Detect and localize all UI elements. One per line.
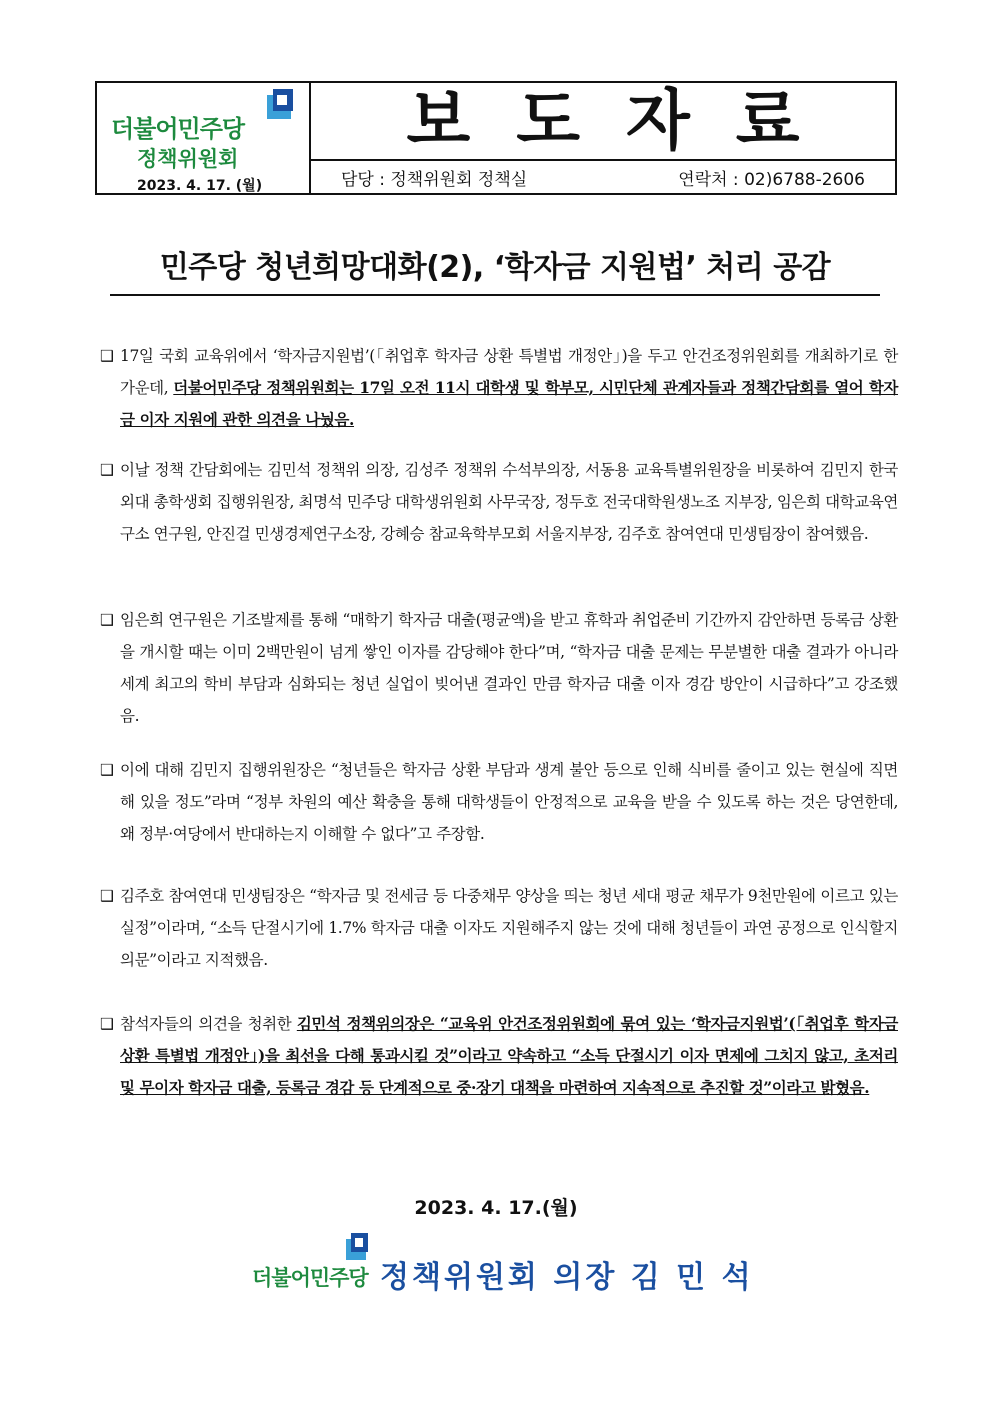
footer-date: 2023. 4. 17.(월) [414, 1197, 578, 1219]
paragraph-1-highlight: 더불어민주당 정책위원회는 17일 오전 11시 대학생 및 학부모, 시민단체 관계자들과 정책간담회를 열어 학자금 이자 지원에 관한 의견을 나눴음. [120, 378, 899, 429]
square-bullet-icon: ❑ [100, 461, 114, 479]
headline: 민주당 청년희망대화(2), ‘학자금 지원법’ 처리 공감 [159, 250, 831, 285]
party-logo-icon [265, 87, 295, 121]
paragraph-2 [100, 454, 898, 550]
title-cell [311, 83, 895, 161]
square-bullet-icon: ❑ [100, 347, 114, 365]
logo-cell [97, 83, 311, 193]
signature-name: 정책위원회 의장 김 민 석 [380, 1260, 754, 1295]
headline-divider [110, 294, 880, 296]
paragraph-3-lead: 임은희 연구원은 기조발제를 통해 “매학기 학자금 대출(평균액)을 받고 휴학과 취업준비 기간까지 감안하면 등록금 상환을 개시할 때는 이미 2백만원이 넘게 쌓인 이자를 감당해야 한다”며, “학자금 대출 문제는 무분별한 대출 결과가 아니라 세계 최고의 학비 부담과 심화되는 청년 실업이 빚어낸 결과인 만큼 학자금 대출 이자 경감 방안이 시급하다”고 강조했음. [120, 611, 898, 725]
logo-committee-name: 정책위원회 [137, 147, 239, 171]
paragraph-2-lead: 이날 정책 간담회에는 김민석 정책위 의장, 김성주 정책위 수석부의장, 서동용 교육특별위원장을 비롯하여 김민지 한국외대 총학생회 집행위원장, 최명석 민주당 대학생위원회 사무국장, 정두호 전국대학원생노조 지부장, 임은희 대학교육연구소 연구원, 안진걸 민생경제연구소장, 강혜승 참교육학부모회 서울지부장, 김주호 참여연대 민생팀장이 참여했음. [120, 461, 898, 543]
square-bullet-icon: ❑ [100, 1015, 114, 1033]
document-title: 보도자료 [406, 82, 846, 159]
paragraph-6-lead: 참석자들의 의견을 청취한 [120, 1015, 297, 1033]
paragraph-4 [100, 754, 898, 850]
paragraph-4-lead: 이에 대해 김민지 집행위원장은 “청년들은 학자금 상환 부담과 생계 불안 등으로 인해 식비를 줄이고 있는 현실에 직면해 있을 정도”라며 “정부 차원의 예산 확충을 통해 대학생들이 안정적으로 교육을 받을 수 있도록 하는 것은 당연한데, 왜 정부·여당에서 반대하는지 이해할 수 없다”고 주장함. [120, 761, 898, 843]
logo-party-name: 더불어민주당 [111, 115, 245, 143]
contact-cell [311, 161, 895, 193]
paragraph-6 [100, 1008, 898, 1104]
contact-person: 담당 : 정책위원회 정책실 [341, 170, 528, 190]
paragraph-1 [100, 340, 898, 436]
party-logo-icon [345, 1232, 369, 1262]
paragraph-5-lead: 김주호 참여연대 민생팀장은 “학자금 및 전세금 등 다중채무 양상을 띄는 청년 세대 평균 채무가 9천만원에 이르고 있는 실정”이라며, “소득 단절시기에 1.7% 학자금 대출 이자도 지원해주지 않는 것에 대해 청년들이 과연 공정으로 인식할지 의문”이라고 지적했음. [120, 887, 898, 969]
square-bullet-icon: ❑ [100, 887, 114, 905]
square-bullet-icon: ❑ [100, 611, 114, 629]
footer-party-name: 더불어민주당 [252, 1266, 368, 1290]
square-bullet-icon: ❑ [100, 761, 114, 779]
paragraph-3 [100, 604, 898, 732]
contact-phone: 연락처 : 02)6788-2606 [678, 170, 865, 190]
paragraph-5 [100, 880, 898, 976]
paragraph-1-lead: 17일 국회 교육위에서 ‘학자금지원법’(「취업후 학자금 상환 특별법 개정안」)을 두고 안건조정위원회를 개최하기로 한 가운데, [120, 347, 898, 397]
paragraph-6-highlight: 김민석 정책위의장은 “교육위 안건조정위원회에 묶여 있는 ‘학자금지원법’(「취업후 학자금 상환 특별법 개정안」)을 최선을 다해 통과시킬 것”이라고 약속하고 “소득 단절시기 이자 면제에 그치지 않고, 초저리 및 무이자 학자금 대출, 등록금 경감 등 단계적으로 중·장기 대책을 마련하여 지속적으로 추진할 것”이라고 밝혔음. [120, 1014, 898, 1097]
press-release-header [95, 81, 897, 195]
logo-date: 2023. 4. 17. (월) [137, 178, 263, 194]
